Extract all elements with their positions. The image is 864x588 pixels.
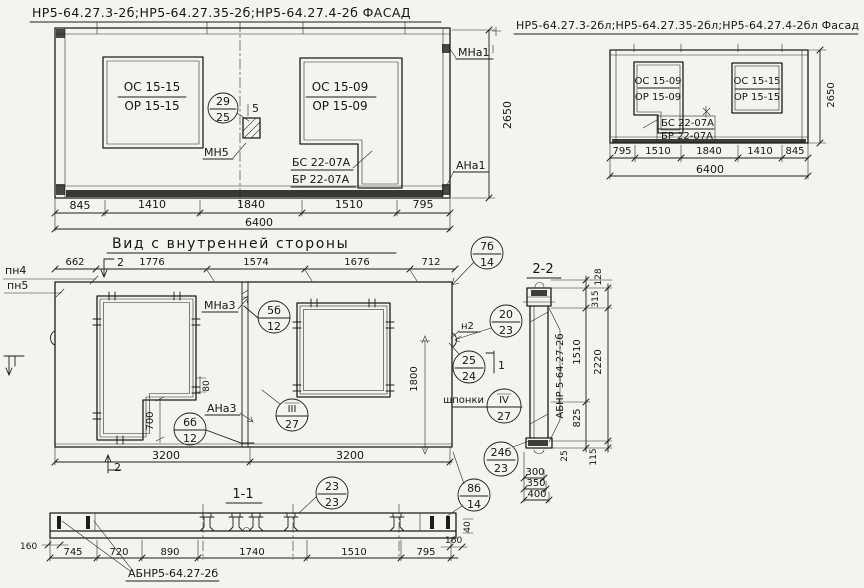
callout-24b-23 xyxy=(484,441,529,476)
section-1-1-panel-mark xyxy=(62,521,219,581)
section-1-1-title: 1-1 xyxy=(232,487,254,502)
total-dim: 6400 xyxy=(696,163,724,176)
mn5-label: МН5 xyxy=(204,146,229,159)
section-2-2 xyxy=(521,262,612,503)
ana3-label: АНа3 xyxy=(207,402,237,415)
facade-left-bottom-dims xyxy=(52,198,453,232)
callout-num: 8б xyxy=(467,482,481,495)
callout-num: 29 xyxy=(216,95,230,108)
dim: 2220 xyxy=(593,349,604,375)
facade-right-title: НР5-64.27.3-2бл;НР5-64.27.35-2бл;НР5-64.27.4-2бл Фасад xyxy=(516,19,860,32)
callout-num: 5б xyxy=(267,304,281,317)
callout-den: 27 xyxy=(285,418,299,431)
callout-num: 24б xyxy=(490,446,512,459)
callout-7b-14 xyxy=(452,237,503,285)
inner-window-right xyxy=(293,299,394,397)
dim: 3200 xyxy=(152,449,180,462)
dim: 1510 xyxy=(341,547,367,558)
section-1-1 xyxy=(20,487,473,581)
callout-25-24 xyxy=(449,343,485,383)
inner-top-dims xyxy=(52,256,458,281)
dim: 795 xyxy=(416,547,436,558)
ribs xyxy=(200,513,404,531)
callout-num: 23 xyxy=(325,480,339,493)
facade-right-bottom-dims xyxy=(607,143,811,179)
callout-den: 24 xyxy=(462,370,476,383)
dim: 845 xyxy=(785,146,805,157)
dim: 712 xyxy=(421,257,441,268)
callout-den: 27 xyxy=(497,410,511,423)
dim: 700 xyxy=(145,411,156,431)
callout-den: 23 xyxy=(325,496,339,509)
dim: 845 xyxy=(69,199,91,212)
inner-view-title: Вид с внутренней стороны xyxy=(112,236,350,252)
section-2-marker: 2 xyxy=(117,256,124,269)
dim: 1676 xyxy=(344,257,370,268)
dim: 80 xyxy=(202,380,212,392)
dim: 795 xyxy=(412,198,434,211)
dim: 3200 xyxy=(336,449,364,462)
inner-view xyxy=(3,236,529,516)
edge-dim: 160 xyxy=(20,542,38,552)
facade-left-title: НР5-64.27.3-2б;НР5-64.27.35-2б;НР5-64.27.4-2б ФАСАД xyxy=(32,5,411,20)
dim-1800 xyxy=(409,336,430,454)
dim: 745 xyxy=(63,547,83,558)
callout-den: 12 xyxy=(267,320,281,333)
dim-80 xyxy=(196,376,212,394)
callout-8b-14 xyxy=(447,452,490,516)
n2-label: н2 xyxy=(461,321,474,332)
lintel-mark: БР 22-07А xyxy=(661,131,713,142)
facade-right-lintel-label xyxy=(643,116,715,142)
callout-5b-12 xyxy=(244,301,290,333)
mna1-label: МНа1 xyxy=(458,46,490,59)
dim: 300 xyxy=(525,467,545,478)
panel-mark-label: АБНР 5-64.27-2б xyxy=(555,333,566,419)
lintel-mark: БС 22-07А xyxy=(661,118,714,129)
facade-right-window-right xyxy=(732,63,782,113)
register-cross xyxy=(492,27,501,36)
dim: 1410 xyxy=(138,198,166,211)
ana1-label: АНа1 xyxy=(456,159,486,172)
pn5-label: пн5 xyxy=(7,279,29,292)
dim: 1776 xyxy=(139,257,165,268)
callout-den: 12 xyxy=(183,432,197,445)
dim: 1410 xyxy=(747,146,773,157)
dim: 795 xyxy=(612,146,632,157)
dim: 25 xyxy=(560,450,570,462)
facade-left-view xyxy=(30,5,514,232)
dim: 1510 xyxy=(645,146,671,157)
callout-den: 14 xyxy=(467,498,481,511)
callout-num: 6б xyxy=(183,416,197,429)
window-mark: ОС 15-09 xyxy=(634,76,682,87)
dim: 1510 xyxy=(572,339,583,365)
lintel-mark: БС 22-07А xyxy=(292,156,351,169)
dim: 400 xyxy=(527,489,547,500)
dim: 1800 xyxy=(409,366,420,392)
panel-mark-label: АБНР5-64.27-2б xyxy=(128,567,219,580)
dim: 662 xyxy=(65,257,85,268)
dim: 825 xyxy=(572,408,583,428)
window-mark: ОР 15-15 xyxy=(124,99,180,113)
facade-left-anchor-labels xyxy=(447,45,493,185)
window-mark: ОР 15-15 xyxy=(733,92,781,103)
hatch-mark xyxy=(703,106,710,117)
edge-dim: 160 xyxy=(445,536,463,546)
section-1-marker: 1 xyxy=(498,359,505,372)
height-dim: 2650 xyxy=(501,101,514,129)
mna3-label: МНа3 xyxy=(204,299,236,312)
dim: 720 xyxy=(109,547,129,558)
facade-right-height-dim xyxy=(808,47,837,146)
dim: 128 xyxy=(594,268,604,286)
window-mark: ОР 15-09 xyxy=(634,92,682,103)
total-dim: 6400 xyxy=(245,216,273,229)
callout-den: 23 xyxy=(494,462,508,475)
ana3-label-group xyxy=(205,402,253,422)
pn4-label: пн4 xyxy=(5,264,27,277)
inner-bottom-dims xyxy=(52,447,453,474)
window-mark: ОР 15-09 xyxy=(312,99,368,113)
facade-left-lintel-label xyxy=(291,151,372,187)
dim: 40 xyxy=(463,521,473,533)
dim: 1510 xyxy=(335,198,363,211)
dim: 115 xyxy=(589,448,599,466)
callout-den: 14 xyxy=(480,256,494,269)
callout-den: 23 xyxy=(499,324,513,337)
dim: 350 xyxy=(526,478,546,489)
callout-num: III xyxy=(287,404,297,415)
facade-right-view xyxy=(492,19,859,179)
section-1-cut-mark-left xyxy=(4,356,24,375)
detail-tag: 5 xyxy=(252,102,259,115)
dim: 1574 xyxy=(243,257,269,268)
shponki-label: шпонки xyxy=(443,395,484,406)
window-mark: ОС 15-15 xyxy=(733,76,781,87)
callout-num: 25 xyxy=(462,354,476,367)
mounting-clips xyxy=(293,299,394,391)
dim: 1740 xyxy=(239,547,265,558)
callout-num: 7б xyxy=(480,240,494,253)
dim: 315 xyxy=(591,290,601,308)
mullion-detail-node xyxy=(203,102,260,159)
section-2-2-bottom-dims xyxy=(521,452,552,503)
section-2-2-title: 2-2 xyxy=(532,262,554,277)
dim: 890 xyxy=(160,547,180,558)
window-mark: ОС 15-09 xyxy=(311,80,369,94)
dim: 1840 xyxy=(696,146,722,157)
lintel-mark: БР 22-07А xyxy=(292,173,350,186)
height-dim: 2650 xyxy=(826,82,837,108)
mna3-label-group xyxy=(202,297,248,312)
callout-num: 20 xyxy=(499,308,513,321)
section-2-marker-bottom: 2 xyxy=(114,461,121,474)
dim-700 xyxy=(145,397,164,443)
callout-23-23 xyxy=(299,477,348,513)
inner-panel-outline xyxy=(51,282,457,447)
window-mark: ОС 15-15 xyxy=(123,80,181,94)
facade-left-window-left xyxy=(103,57,203,148)
callout-III-27 xyxy=(262,390,308,431)
shponki-callout-IV-27 xyxy=(443,389,522,423)
callout-den: 25 xyxy=(216,111,230,124)
dim: 1840 xyxy=(237,198,265,211)
section-1-marker-mid xyxy=(486,351,505,373)
callout-num: IV xyxy=(499,395,509,406)
